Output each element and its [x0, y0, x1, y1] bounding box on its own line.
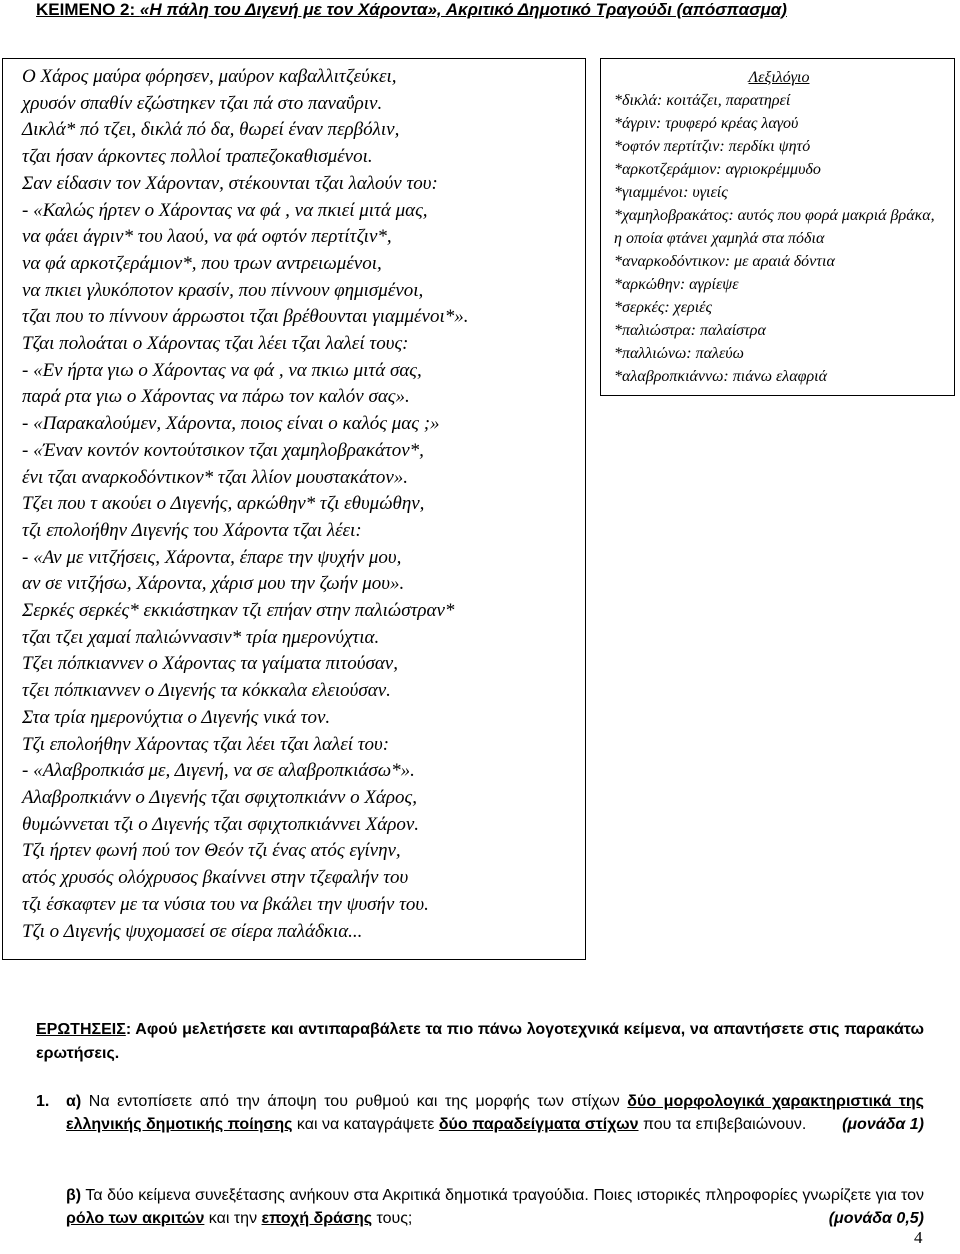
poem-line: Δικλά* πό τζει, δικλά πό δα, θωρεί έναν περβόλιν,: [22, 119, 400, 141]
glossary-entry: *αλαβροπκιάννω: πιάνω ελαφριά: [614, 368, 828, 385]
page-number: 4: [914, 1228, 923, 1247]
poem-line: Τζι ήρτεν φωνή πού τον Θεόν τζι ένας ατός εγίνην,: [22, 840, 401, 862]
poem-line: τζι επολοήθην Διγενής του Χάροντα τζαι λέει:: [22, 519, 362, 541]
question-1a-text-1: Να εντοπίσετε από την άποψη του ρυθμού και της μορφής των στίχων: [81, 1093, 628, 1110]
question-1a-emphasis-1: δύο μορφολογικά χαρακτηριστικά της ελληνικής δημοτικής ποίησης: [66, 1093, 924, 1133]
poem-line: τζαι τζει χαμαί παλιώννασιν* τρία ημερονύχτια.: [22, 626, 380, 648]
poem-line: - «Εν ήρτα γιω ο Χάροντας να φά , να πκιω μιτά σας,: [22, 359, 422, 381]
poem-line: Τζι ο Διγενής ψυχομασεί σε σίερα παλάδκια...: [22, 920, 363, 942]
question-1a-text-3: που τα επιβεβαιώνουν.: [638, 1116, 807, 1133]
poem-line: ατός χρυσός ολόχρυσος βκαίννει στην τζεφαλήν του: [22, 867, 409, 889]
question-1b-emphasis-2: εποχή δράσης: [261, 1210, 373, 1227]
glossary-entry: *άγριν: τρυφερό κρέας λαγού: [614, 115, 799, 132]
question-number: 1.: [36, 1093, 50, 1110]
poem-line: - «Αν με νιτζήσεις, Χάροντα, έπαρε την ψυχήν μου,: [22, 546, 402, 568]
question-1a-emphasis-2: δύο παραδείγματα στίχων: [438, 1116, 639, 1133]
poem-line: - «Καλώς ήρτεν ο Χάροντας να φά , να πκιεί μιτά μας,: [22, 199, 428, 221]
poem-line: Σαν είδασιν τον Χάρονταν, στέκουνται τζαι λαλούν του:: [22, 172, 438, 194]
glossary-title: Λεξιλόγιο: [748, 69, 810, 86]
poem-line: ένι τζαι αναρκοδόντικον* τζαι λλίον μουστακάτον».: [22, 466, 409, 488]
poem-line: τζαι ήσαν άρκοντες πολλοί τραπεζοκαθισμένοι.: [22, 146, 373, 168]
poem-line: Τζι επολοήθην Χάροντας τζαι λέει τζαι λαλεί του:: [22, 733, 390, 755]
question-1b-emphasis-1: ρόλο των ακριτών: [66, 1210, 205, 1227]
question-1b-letter: β): [66, 1187, 82, 1204]
poem-line: τζι έσκαφτεν με τα νύσια του να βκάλει την ψυσήν του.: [22, 893, 429, 915]
glossary-entry: *παλιώστρα: παλαίστρα: [614, 322, 766, 339]
poem-line: Τζει πόπκιαννεν ο Χάροντας τα γαίματα πιτούσαν,: [22, 653, 398, 675]
poem-text: [22, 64, 582, 945]
poem-line: - «Έναν κοντόν κοντούτσικον τζαι χαμηλοβρακάτον*,: [22, 439, 424, 461]
poem-line: Σερκές σερκές* εκκιάστηκαν τζι επήαν στην παλιώστραν*: [22, 600, 455, 622]
poem-line: θυμώννεται τζι ο Διγενής τζαι σφιχτοπκιάννει Χάρον.: [22, 813, 420, 835]
glossary-entry: *γιαμμένοι: υγιείς: [614, 184, 728, 201]
poem-line: τζαι που το πίννουν άρρωστοι τζαι βρέθουνται γιαμμένοι*».: [22, 306, 469, 328]
glossary-entry: *χαμηλοβρακάτος: αυτός που φορά μακριά βράκα, η οποία φτάνει χαμηλά στα πόδια: [614, 207, 935, 247]
question-1b-mark: (μονάδα 0,5): [828, 1210, 924, 1227]
glossary-entry: *σερκές: χεριές: [614, 299, 712, 316]
poem-line: αν σε νιτζήσω, Χάροντα, χάρισ μου την ζωήν μου».: [22, 573, 405, 595]
glossary-entry: *δικλά: κοιτάζει, παρατηρεί: [614, 92, 791, 109]
poem-line: τζει πόπκιαννεν ο Διγενής τα κόκκαλα ελειούσαν.: [22, 680, 391, 702]
glossary-entry: *αναρκοδόντικον: με αραιά δόντια: [614, 253, 835, 270]
poem-line: χρυσόν σπαθίν εζώστηκεν τζαι πά στο παναΰριν.: [22, 92, 383, 114]
page-heading: [36, 0, 936, 20]
questions-intro: [36, 1018, 924, 1066]
poem-line: να φά αρκοτζεράμιον*, που τρων αντρειωμένοι,: [22, 252, 382, 274]
poem-line: - «Παρακαλούμεν, Χάροντα, ποιος είναι ο καλός μας ;»: [22, 413, 440, 435]
glossary-entry: *οφτόν περτίτζιν: περδίκι ψητό: [614, 138, 811, 155]
question-1b: [66, 1184, 924, 1230]
poem-line: Αλαβροπκιάνν ο Διγενής τζαι σφιχτοπκιάνν ο Χάρος,: [22, 786, 417, 808]
poem-line: Τζαι πολοάται ο Χάροντας τζαι λέει τζαι λαλεί τους:: [22, 333, 409, 355]
question-1b-text-2: και την: [204, 1210, 262, 1227]
poem-line: παρά ρτα γιω ο Χάροντας να πάρω τον καλόν σας».: [22, 386, 410, 408]
glossary: [614, 66, 944, 388]
poem-line: Στα τρία ημερονύχτια ο Διγενής νικά τον.: [22, 706, 331, 728]
poem-line: Ο Χάρος μαύρα φόρησεν, μαύρον καβαλλιτζεύκει,: [22, 66, 397, 87]
glossary-entry: *παλλιώνω: παλεύω: [614, 345, 744, 362]
question-1a-text-2: και να καταγράψετε: [292, 1116, 439, 1133]
poem-line: να φάει άγριν* του λαού, να φά οφτόν περτίτζιν*,: [22, 226, 392, 248]
question-1b-text-1: Τα δύο κείμενα συνεξέτασης ανήκουν στα Ακριτικά δημοτικά τραγούδια. Ποιες ιστορικές πληροφορίες γνωρίζετε για τον: [81, 1187, 924, 1204]
glossary-entry: *αρκοτζεράμιον: αγριοκρέμμυδο: [614, 161, 821, 178]
poem-line: να πκιει γλυκόποτον κρασίν, που πίννουν φημισμένοι,: [22, 279, 424, 301]
question-1a: [36, 1090, 924, 1136]
heading-title: «Η πάλη του Διγενή με τον Χάροντα», Ακριτικό Δημοτικό Τραγούδι (απόσπασμα): [139, 0, 787, 19]
questions-label: ΕΡΩΤΗΣΕΙΣ: [36, 1021, 126, 1038]
heading-prefix: ΚΕΙΜΕΝΟ 2:: [36, 0, 140, 19]
glossary-entry: *αρκώθην: αγρίεψε: [614, 276, 739, 293]
question-1a-mark: (μονάδα 1): [842, 1116, 924, 1133]
question-1b-text-3: τους;: [372, 1210, 413, 1227]
questions-intro-text: : Αφού μελετήσετε και αντιπαραβάλετε τα πιο πάνω λογοτεχνικά κείμενα, να απαντήσετε στις παρακάτω ερωτήσεις.: [36, 1021, 924, 1062]
poem-line: Τζει που τ ακούει ο Διγενής, αρκώθην* τζι εθυμώθην,: [22, 493, 425, 515]
poem-line: - «Αλαβροπκιάσ με, Διγενή, να σε αλαβροπκιάσω*».: [22, 760, 415, 782]
question-1a-letter: α): [66, 1093, 82, 1110]
